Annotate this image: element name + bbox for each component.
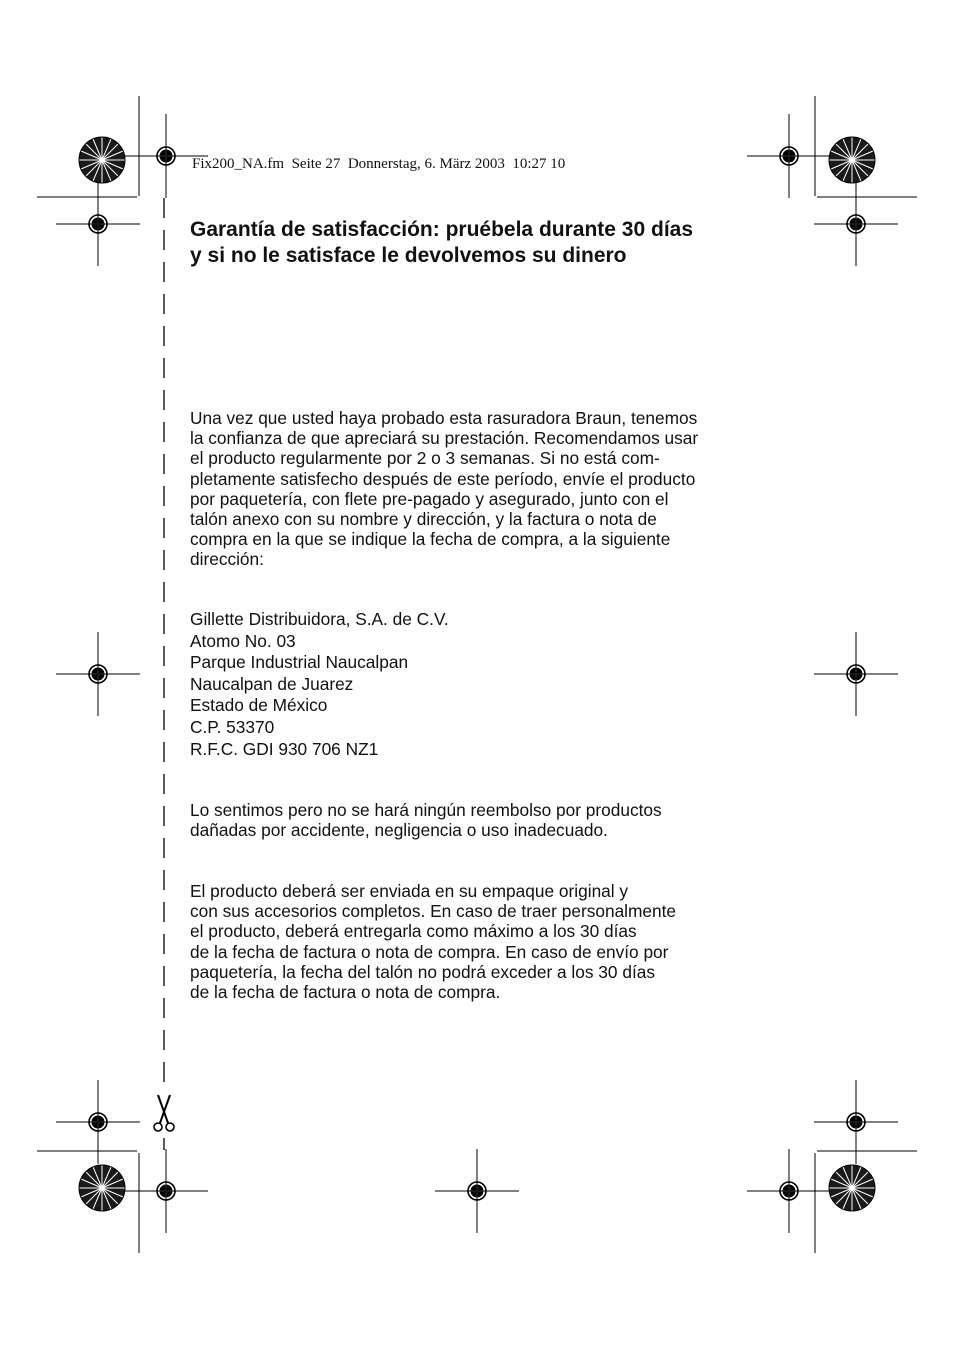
text-line: de la fecha de factura o nota de compra. En caso de envío por [190, 941, 669, 962]
address-line: R.F.C. GDI 930 706 NZ1 [190, 738, 379, 759]
shipping-paragraph [190, 881, 676, 1002]
text-line: Lo sentimos pero no se hará ningún reembolso por productos [190, 800, 662, 820]
title-line: y si no le satisface le devolvemos su dinero [190, 244, 627, 267]
starburst-target-icon [79, 1165, 125, 1211]
disclaimer-paragraph [190, 800, 662, 840]
text-line: de la fecha de factura o nota de compra. [190, 982, 501, 1003]
starburst-target-icon [79, 137, 125, 183]
address-line: Estado de México [190, 695, 328, 716]
title-line: Garantía de satisfacción: pruébela durante 30 días [190, 218, 694, 241]
text-line: talón anexo con su nombre y dirección, y la factura o nota de [190, 509, 657, 530]
text-line: paquetería, la fecha del talón no podrá exceder a los 30 días [190, 961, 655, 982]
address-block [190, 609, 449, 760]
starburst-target-icon [829, 137, 875, 183]
text-line: dirección: [190, 549, 264, 570]
text-line: el producto regularmente por 2 o 3 semanas. Si no está com- [190, 448, 660, 469]
intro-paragraph [190, 408, 698, 570]
text-line: el producto, deberá entregarla como máximo a los 30 días [190, 921, 637, 942]
text-line: con sus accesorios completos. En caso de traer personalmente [190, 901, 677, 922]
registration-mark-icon [124, 1149, 208, 1233]
address-line: Parque Industrial Naucalpan [190, 652, 409, 673]
starburst-target-icon [829, 1165, 875, 1211]
registration-mark-icon [747, 1149, 831, 1233]
text-line: la confianza de que apreciará su prestación. Recomendamos usar [190, 428, 699, 449]
address-line: Atomo No. 03 [190, 630, 296, 651]
scissors-icon [154, 1095, 174, 1131]
text-line: pletamente satisfecho después de este período, envíe el producto [190, 468, 696, 489]
text-line: por paquetería, con flete pre-pagado y asegurado, junto con el [190, 488, 669, 509]
registration-mark-icon [814, 632, 898, 716]
address-line: C.P. 53370 [190, 716, 275, 737]
text-line: El producto deberá ser enviada en su empaque original y [190, 881, 629, 901]
registration-mark-icon [56, 182, 140, 266]
text-line: Una vez que usted haya probado esta rasuradora Braun, tenemos [190, 408, 698, 428]
registration-mark-icon [747, 114, 831, 198]
page-title [190, 217, 810, 269]
registration-mark-icon [435, 1149, 519, 1233]
text-line: dañadas por accidente, negligencia o uso inadecuado. [190, 820, 608, 841]
print-slug: Fix200_NA.fm Seite 27 Donnerstag, 6. März 2003 10:27 10 [192, 156, 566, 172]
text-line: compra en la que se indique la fecha de compra, a la siguiente [190, 529, 671, 550]
address-line: Gillette Distribuidora, S.A. de C.V. [190, 609, 449, 629]
address-line: Naucalpan de Juarez [190, 673, 354, 694]
registration-mark-icon [56, 632, 140, 716]
registration-mark-icon [814, 182, 898, 266]
